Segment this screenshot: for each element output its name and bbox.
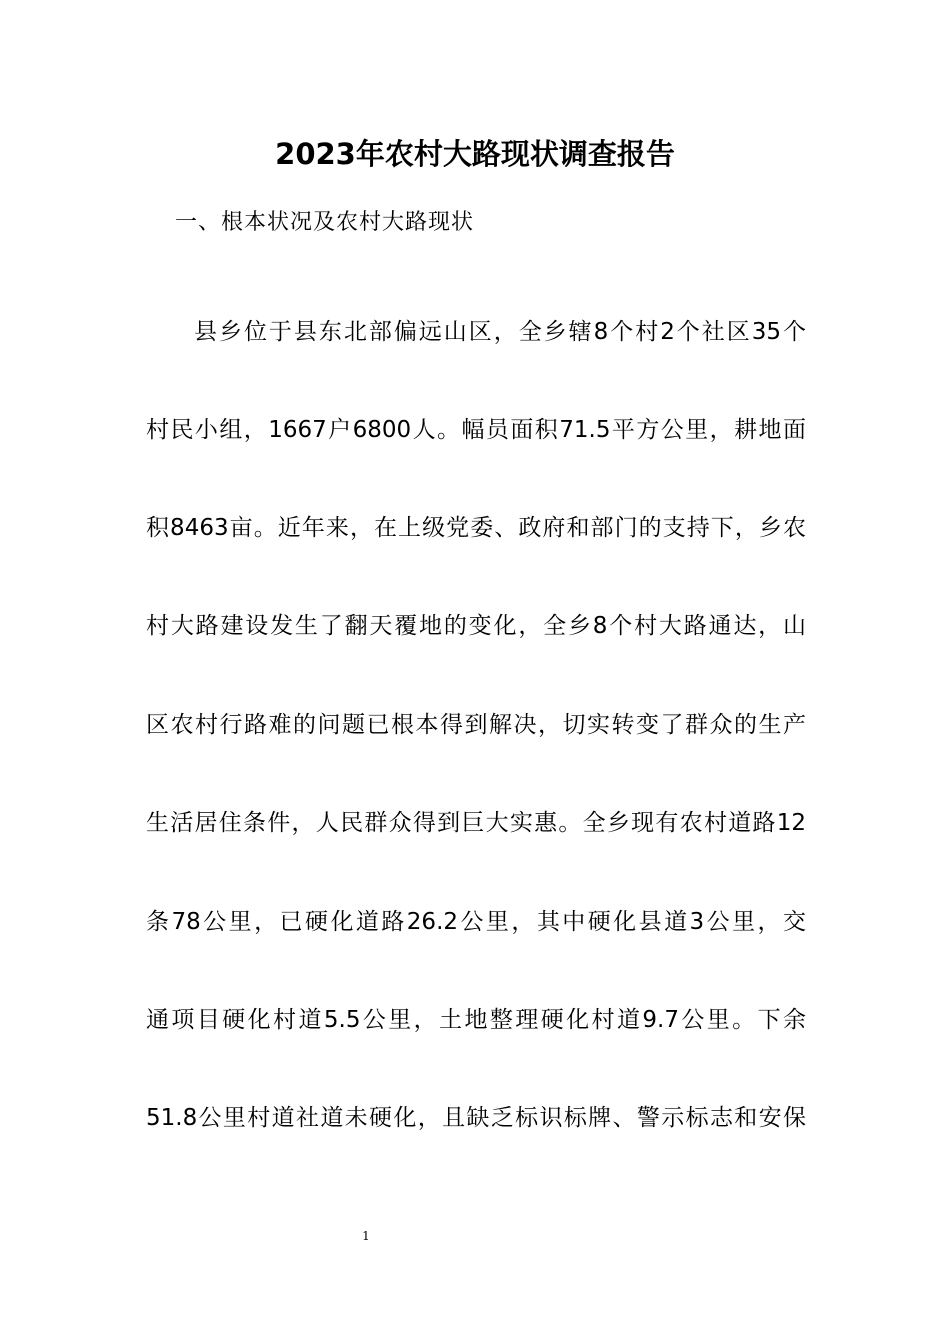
paragraph-line: 通项目硬化村道5.5公里，土地整理硬化村道9.7公里。下余 [146, 1007, 806, 1033]
paragraph-line: 区农村行路难的问题已根本得到解决，切实转变了群众的生产 [146, 712, 806, 738]
paragraph-line: 县乡位于县东北部偏远山区，全乡辖8个村2个社区35个 [194, 319, 806, 345]
paragraph-line: 条78公里，已硬化道路26.2公里，其中硬化县道3公里，交 [146, 909, 806, 935]
document-title: 2023年农村大路现状调查报告 [275, 137, 675, 171]
paragraph-line: 积8463亩。近年来，在上级党委、政府和部门的支持下，乡农 [146, 515, 806, 541]
section-heading: 一、根本状况及农村大路现状 [175, 210, 475, 235]
paragraph-line: 村民小组，1667户6800人。幅员面积71.5平方公里，耕地面 [146, 417, 806, 443]
paragraph-line: 村大路建设发生了翻天覆地的变化，全乡8个村大路通达，山 [146, 613, 806, 639]
paragraph-line: 生活居住条件，人民群众得到巨大实惠。全乡现有农村道路12 [146, 810, 806, 836]
page-number: 1 [362, 1229, 370, 1243]
paragraph-line: 51.8公里村道社道未硬化，且缺乏标识标牌、警示标志和安保 [146, 1105, 806, 1131]
